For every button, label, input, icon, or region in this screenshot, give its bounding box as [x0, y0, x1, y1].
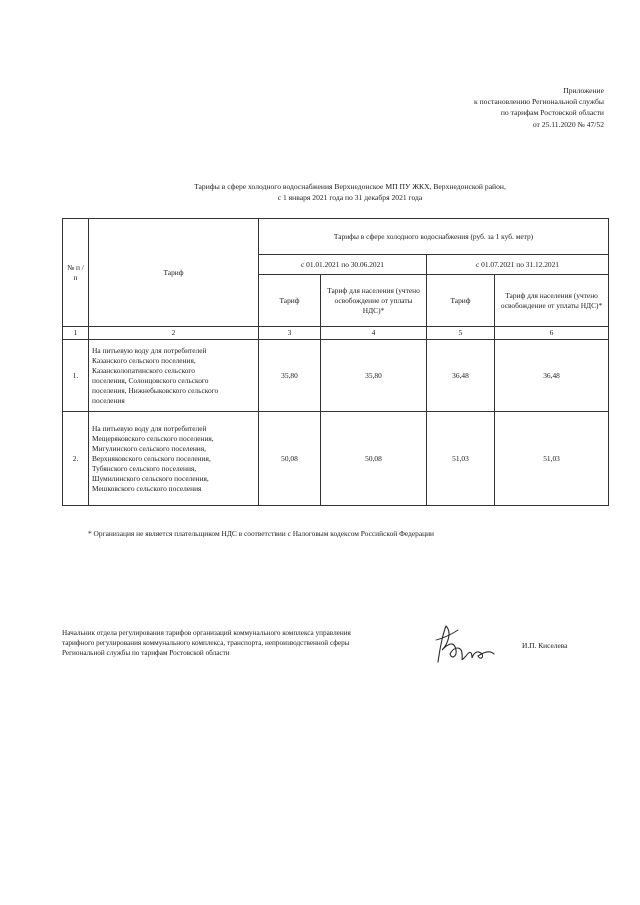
- description-line: поселения: [92, 395, 125, 405]
- position-line: Региональной службы по тарифам Ростовской области: [62, 649, 230, 658]
- description-line: Шумилинского сельского поселения,: [92, 473, 209, 483]
- description-line: Казансколопатинского сельского: [92, 365, 195, 375]
- description-line: Тубянского сельского поселения,: [92, 463, 197, 473]
- description-line: На питьевую воду для потребителей: [92, 423, 207, 433]
- appendix-line: Приложение: [563, 86, 604, 95]
- column-number: 3: [259, 327, 321, 340]
- signer-position: [62, 628, 422, 659]
- document-title: [60, 181, 640, 204]
- header-period-1: с 01.01.2021 по 30.06.2021: [259, 255, 427, 275]
- description-line: Мещеряковского сельского поселения,: [92, 433, 214, 443]
- appendix-line: по тарифам Ростовской области: [500, 108, 604, 118]
- header-tariff: Тариф: [89, 219, 259, 327]
- tariff-value: 35,80: [259, 340, 321, 412]
- population-tariff-value: 35,80: [321, 340, 427, 412]
- header-col-tariff: Тариф: [259, 275, 321, 327]
- position-line: тарифного регулирования коммунального комплекса, транспорта, непроизводственной сферы: [62, 639, 350, 648]
- appendix-block: [344, 85, 604, 130]
- header-col-population: Тариф для населения (учтено освобождение от уплаты НДС)*: [321, 275, 427, 327]
- population-tariff-value: 51,03: [495, 412, 609, 506]
- column-number: 4: [321, 327, 427, 340]
- description-line: Мешковского сельского поселения: [92, 483, 202, 493]
- position-line: Начальник отдела регулирования тарифов организаций коммунального комплекса управления: [62, 629, 351, 637]
- appendix-line: от 25.11.2020 № 47/52: [532, 119, 604, 129]
- description-line: Верхняковского сельского поселения,: [92, 453, 211, 463]
- row-number: 1.: [63, 340, 89, 412]
- column-number: 1: [63, 327, 89, 340]
- header-col-population: Тариф для населения (учтено освобождение от уплаты НДС)*: [495, 275, 609, 327]
- tariff-value: 51,03: [427, 412, 495, 506]
- population-tariff-value: 36,48: [495, 340, 609, 412]
- appendix-line: к постановлению Региональной службы: [473, 97, 604, 107]
- row-description: [89, 340, 259, 412]
- tariff-value: 36,48: [427, 340, 495, 412]
- row-description: [89, 412, 259, 506]
- tariff-value: 50,08: [259, 412, 321, 506]
- row-number: 2.: [63, 412, 89, 506]
- column-number-row: [63, 327, 609, 340]
- title-line-1: Тарифы в сфере холодного водоснабжения Верхнедонское МП ПУ ЖКХ, Верхнедонской район,: [194, 182, 506, 191]
- column-number: 2: [89, 327, 259, 340]
- description-line: На питьевую воду для потребителей: [92, 345, 207, 355]
- header-col-tariff: Тариф: [427, 275, 495, 327]
- table-row: [63, 412, 609, 506]
- population-tariff-value: 50,08: [321, 412, 427, 506]
- header-num: № п /п: [63, 219, 89, 327]
- header-period-2: с 01.07.2021 по 31.12.2021: [427, 255, 609, 275]
- header-group: Тарифы в сфере холодного водоснабжения (руб. за 1 куб. метр): [259, 219, 609, 255]
- footnote: * Организация не является плательщиком НДС в соответствии с Налоговым кодексом Российской Федерации: [88, 529, 434, 538]
- description-line: поселения, Солонцовского сельского: [92, 375, 209, 385]
- column-number: 5: [427, 327, 495, 340]
- handwritten-signature: [432, 620, 502, 666]
- title-line-2: с 1 января 2021 года по 31 декабря 2021 года: [277, 193, 423, 203]
- tariff-table: [62, 218, 609, 506]
- description-line: поселения, Нижнебыковского сельского: [92, 385, 219, 395]
- description-line: Казанского сельского поселения,: [92, 355, 196, 365]
- table-row: [63, 340, 609, 412]
- description-line: Мигулинского сельского поселения,: [92, 443, 207, 453]
- column-number: 6: [495, 327, 609, 340]
- signer-name: И.П. Киселева: [522, 641, 568, 650]
